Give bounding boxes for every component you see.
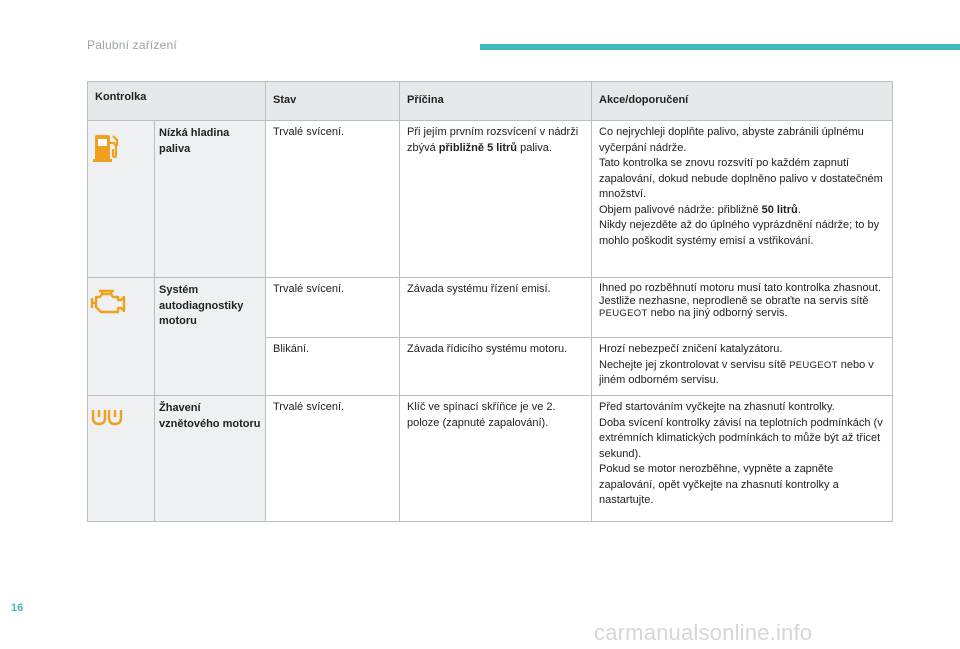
cause-cell (400, 121, 592, 278)
table-row (88, 121, 893, 278)
brand-name: PEUGEOT (789, 359, 838, 371)
action-text: Jestliže nezhasne, neprodleně se obraťte na servis sítě (599, 294, 869, 307)
fuel-pump-icon (89, 131, 123, 171)
action-line: Nikdy nejezděte až do úplného vyprázdnění nádrže; to by mohlo poškodit systémy emisí a vstřikování. (599, 219, 880, 247)
action-cell (592, 121, 893, 278)
action-line (599, 358, 885, 389)
action-volume-end: . (797, 203, 801, 216)
warning-name: Systém autodiagnostiky motoru (155, 278, 266, 396)
table-row (88, 396, 893, 522)
icon-cell (88, 121, 155, 278)
column-header-stav: Stav (266, 82, 400, 121)
state-cell: Trvalé svícení. (266, 396, 400, 522)
action-cell (592, 338, 893, 396)
warning-name: Nízká hladina paliva (155, 121, 266, 278)
watermark: carmanualsonline.info (594, 620, 813, 645)
engine-icon (89, 288, 127, 324)
state-cell: Trvalé svícení. (266, 278, 400, 338)
cause-cell: Závada systému řízení emisí. (400, 278, 592, 338)
action-line (599, 295, 885, 321)
state-cell: Trvalé svícení. (266, 121, 400, 278)
section-title: Palubní zařízení (87, 38, 177, 52)
column-header-pricina: Příčina (400, 82, 592, 121)
action-line: Ihned po rozběhnutí motoru musí tato kontrolka zhasnout. (599, 282, 881, 294)
table-row (88, 278, 893, 338)
page-number: 16 (11, 602, 24, 614)
warning-name: Žhavení vznětového motoru (155, 396, 266, 522)
icon-cell (88, 396, 155, 522)
icon-cell (88, 278, 155, 396)
cause-cell: Klíč ve spínací skříňce je ve 2. poloze (zapnuté zapalování). (400, 396, 592, 522)
action-cell (592, 396, 893, 522)
table-header-row (88, 82, 893, 121)
action-line: Co nejrychleji doplňte palivo, abyste zabránili úplnému vyčerpání nádrže. (599, 126, 864, 154)
cause-cell: Závada řídicího systému motoru. (400, 338, 592, 396)
column-header-akce: Akce/doporučení (592, 82, 893, 121)
action-volume-amount: 50 litrů (761, 203, 798, 216)
action-line: Doba svícení kontrolky závisí na teplotních podmínkách (v extrémních klimatických podmínkách to může být až třicet sekund). (599, 416, 883, 460)
action-line (599, 203, 885, 219)
header-accent-bar (480, 44, 960, 50)
action-line: Hrozí nebezpečí zničení katalyzátoru. (599, 343, 783, 355)
column-header-kontrolka: Kontrolka (88, 82, 266, 121)
action-line: Tato kontrolka se znovu rozsvítí po každém zapnutí zapalování, dokud nebude doplněno palivo v dostatečném množství. (599, 157, 883, 200)
cause-amount: přibližně 5 litrů (438, 141, 518, 154)
action-cell (592, 278, 893, 338)
cause-text: Při jejím prvním rozsvícení v nádrži zbývá (407, 126, 579, 154)
action-line: Pokud se motor nerozběhne, vypněte a zapněte zapalování, opět vyčkejte na zhasnutí kontrolky a nastartujte. (599, 463, 839, 506)
brand-name: PEUGEOT (599, 308, 648, 319)
state-cell: Blikání. (266, 338, 400, 396)
cause-text-end: paliva. (517, 141, 552, 154)
action-text-end: nebo na jiný odborný servis. (647, 307, 788, 319)
action-line: Před startováním vyčkejte na zhasnutí kontrolky. (599, 401, 835, 413)
warning-lights-table (87, 81, 893, 522)
action-volume-text: Objem palivové nádrže: přibližně (599, 203, 762, 216)
action-text: Nechejte jej zkontrolovat v servisu sítě (599, 358, 790, 371)
glow-plug-icon (89, 406, 125, 436)
action-text-end: nebo v jiném odborném servisu. (599, 358, 874, 386)
